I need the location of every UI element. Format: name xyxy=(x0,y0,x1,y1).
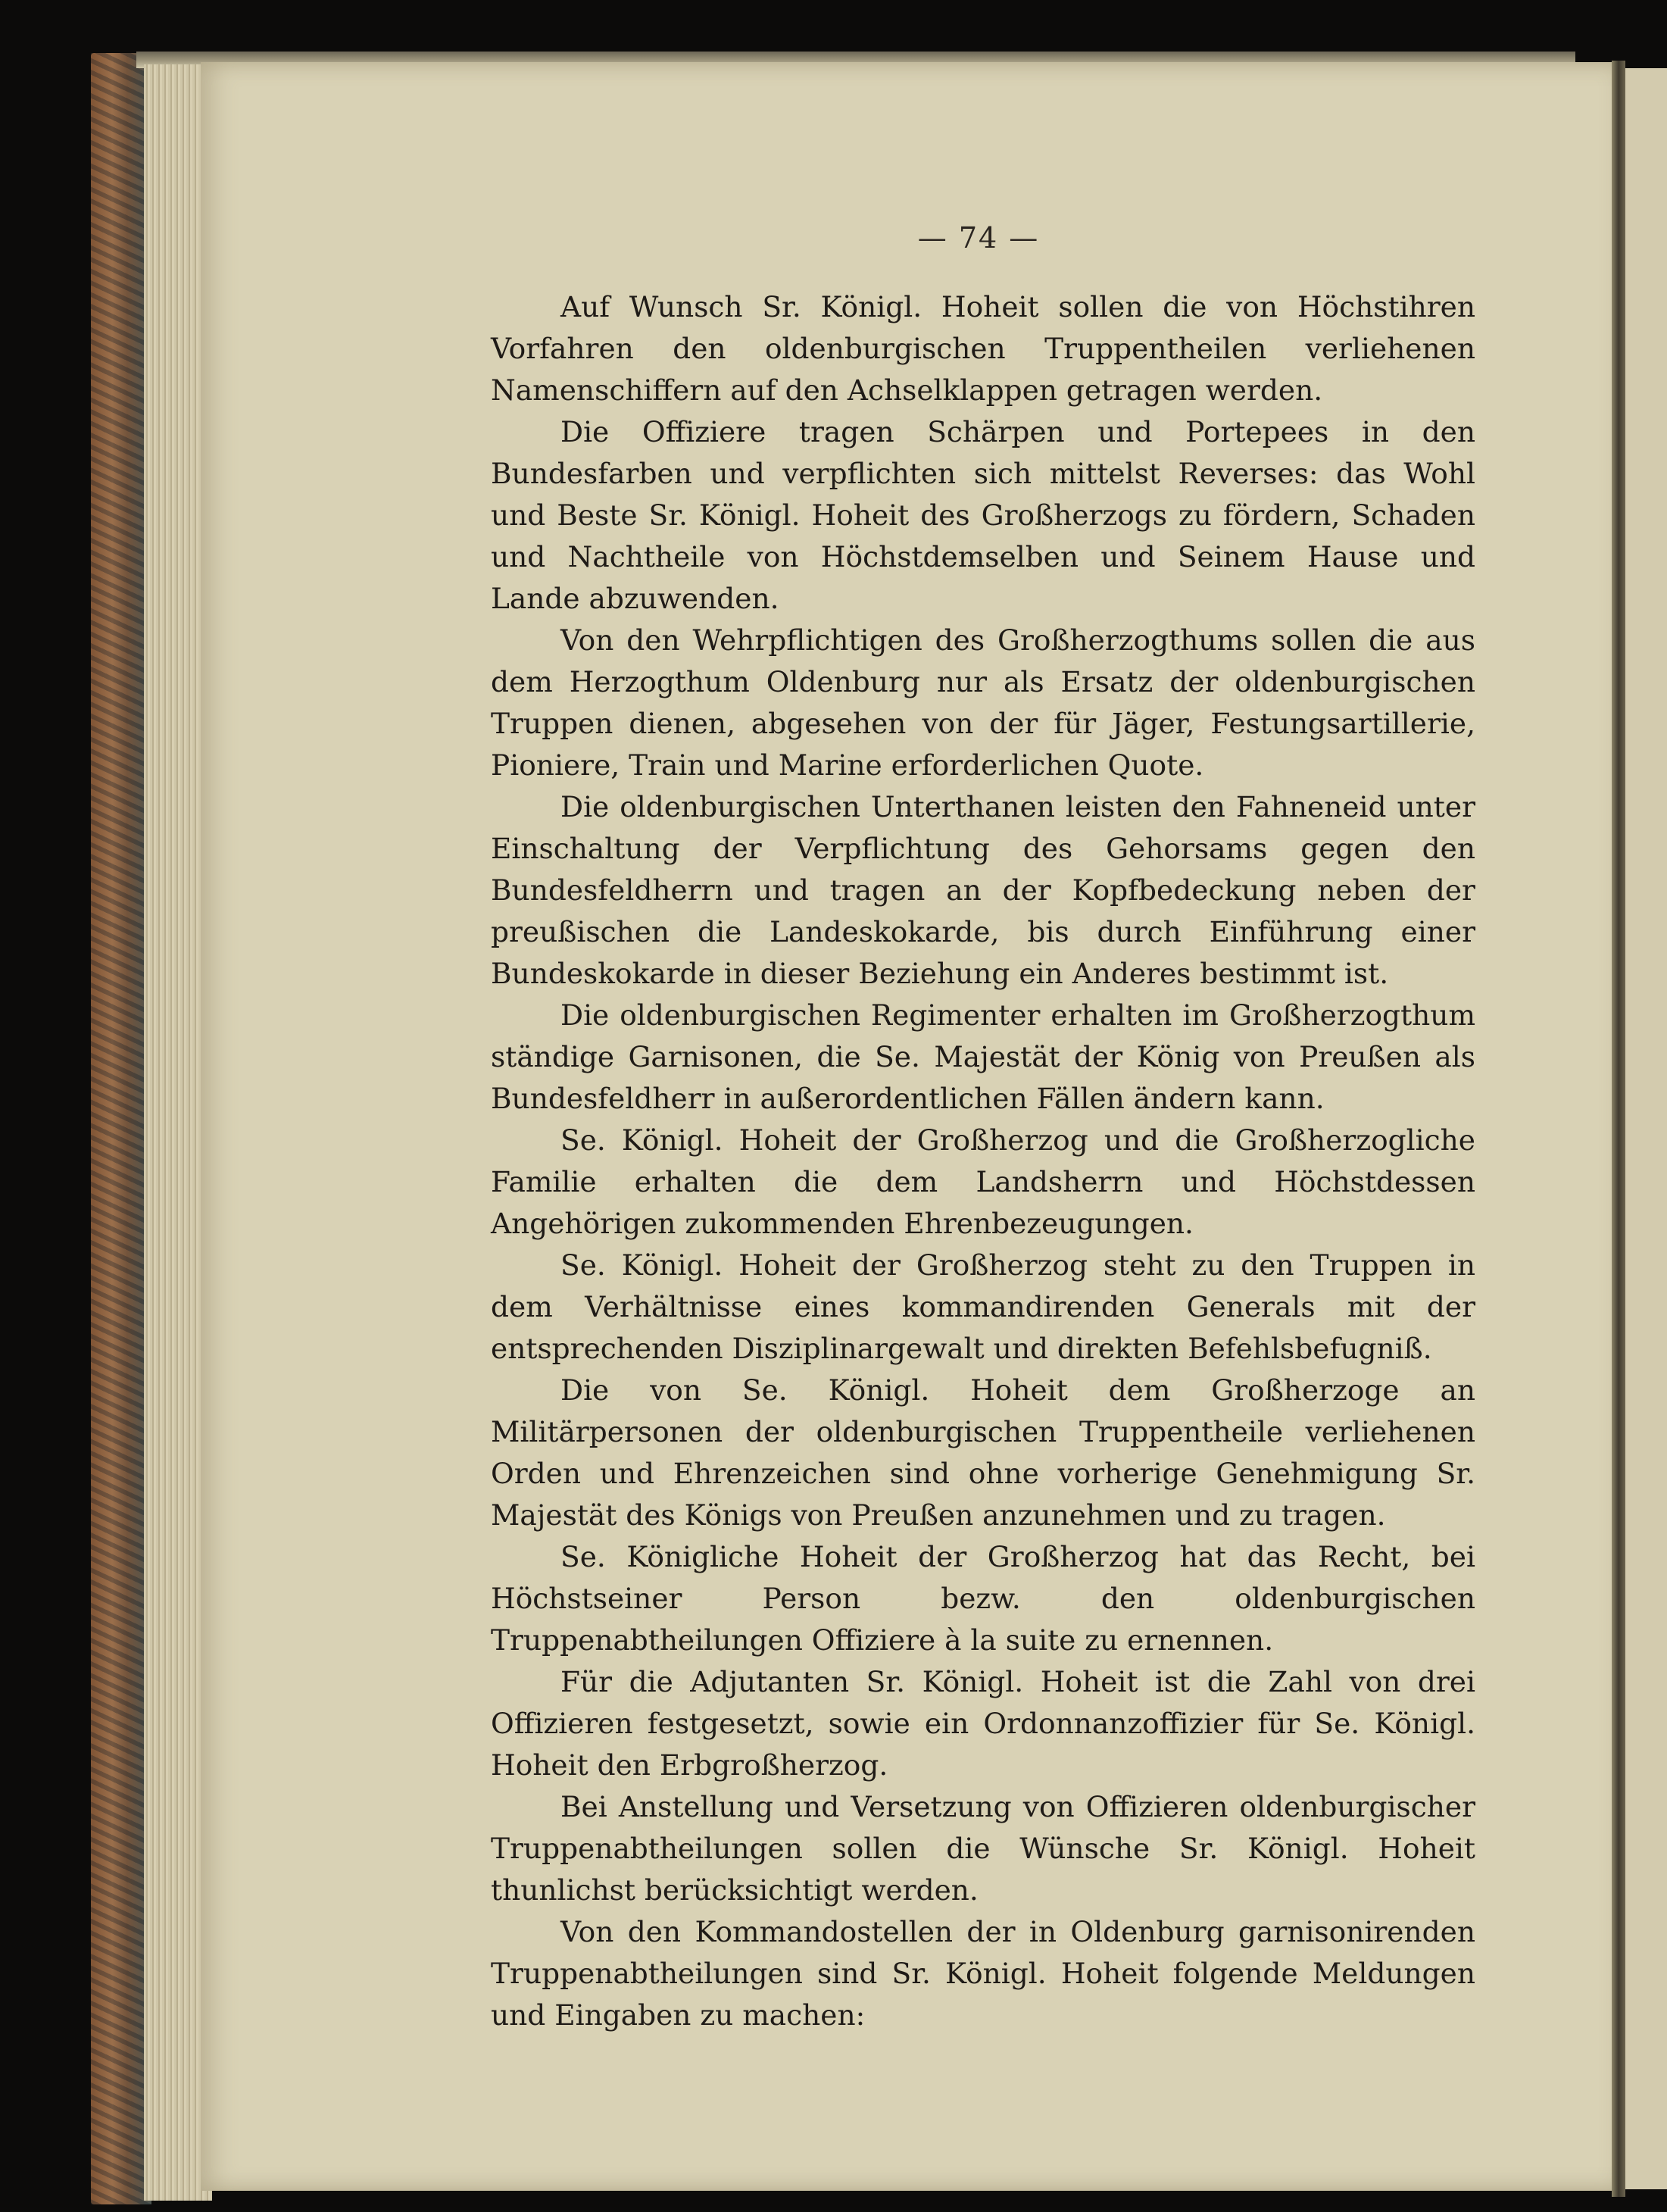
paragraph: Se. Königl. Hoheit der Großherzog steht zu den Truppen in dem Verhältnisse eines kommandirenden Generals mit der entsprechenden Disziplinargewalt und direkten Befehlsbefugniß. xyxy=(491,1248,1475,1365)
facing-page-sliver xyxy=(1625,68,1667,2189)
paragraph: Von den Wehrpflichtigen des Großherzogthums sollen die aus dem Herzogthum Oldenburg nur als Ersatz der oldenburgischen Truppen dienen, abgesehen von der für Jäger, Festungsartillerie, Pioniere, Train und Marine erforderlichen Quote. xyxy=(491,623,1475,782)
book-gutter xyxy=(1612,61,1625,2197)
paragraph: Se. Königliche Hoheit der Großherzog hat das Recht, bei Höchstseiner Person bezw. den oldenburgischen Truppenabtheilungen Offiziere à la suite zu ernennen. xyxy=(491,1540,1475,1657)
paragraph: Die von Se. Königl. Hoheit dem Großherzoge an Militärpersonen der oldenburgischen Truppentheile verliehenen Orden und Ehrenzeichen sind ohne vorherige Genehmigung Sr. Majestät des Königs von Preußen anzunehmen und zu tragen. xyxy=(491,1373,1475,1532)
paragraph: Se. Königl. Hoheit der Großherzog und die Großherzogliche Familie erhalten die dem Landsherrn und Höchstdessen Angehörigen zukommenden Ehrenbezeugungen. xyxy=(491,1123,1475,1240)
paragraph: Die oldenburgischen Regimenter erhalten im Großherzogthum ständige Garnisonen, die Se. Majestät der König von Preußen als Bundesfeldherr in außerordentlichen Fällen ändern kann. xyxy=(491,998,1475,1115)
paragraph: Die Offiziere tragen Schärpen und Portepees in den Bundesfarben und verpflichten sich mittelst Reverses: das Wohl und Beste Sr. Königl. Hoheit des Großherzogs zu fördern, Schaden und Nachtheile von Höchstdemselben und Seinem Hause und Lande abzuwenden. xyxy=(491,415,1475,615)
paragraph: Von den Kommandostellen der in Oldenburg garnisonirenden Truppenabtheilungen sind Sr. Königl. Hoheit folgende Meldungen und Eingaben zu machen: xyxy=(491,1915,1475,2032)
paragraph: Bei Anstellung und Versetzung von Offizieren oldenburgischer Truppenabtheilungen sollen die Wünsche Sr. Königl. Hoheit thunlichst berücksichtigt werden. xyxy=(491,1790,1475,1907)
page-number: — 74 — xyxy=(917,221,1040,255)
body-text xyxy=(491,286,1475,2036)
paragraph: Für die Adjutanten Sr. Königl. Hoheit ist die Zahl von drei Offizieren festgesetzt, sowie ein Ordonnanzoffizier für Se. Königl. Hoheit den Erbgroßherzog. xyxy=(491,1665,1475,1782)
paragraph: Die oldenburgischen Unterthanen leisten den Fahneneid unter Einschaltung der Verpflichtung des Gehorsams gegen den Bundesfeldherrn und tragen an der Kopfbedeckung neben der preußischen die Landeskokarde, bis durch Einführung einer Bundeskokarde in dieser Beziehung ein Anderes bestimmt ist. xyxy=(491,790,1475,990)
paragraph: Auf Wunsch Sr. Königl. Hoheit sollen die von Höchstihren Vorfahren den oldenburgischen Truppentheilen verliehenen Namenschiffern auf den Achselklappen getragen werden. xyxy=(491,290,1475,407)
book-cover-edge xyxy=(91,53,151,2204)
